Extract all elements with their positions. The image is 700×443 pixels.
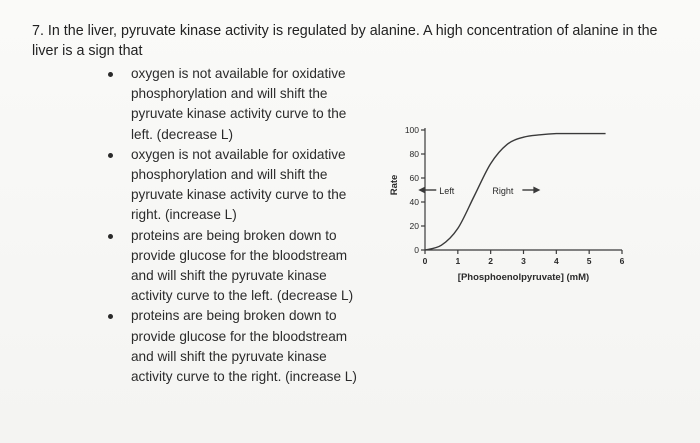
y-tick-label: 100 (404, 125, 419, 135)
y-tick-label: 80 (409, 149, 419, 159)
annotation-label: Right (492, 186, 514, 196)
x-tick-label: 2 (488, 256, 494, 266)
answer-option-text: proteins are being broken down to provide glucose for the bloodstream and will shift the pyruvate kinase activity curve to the left. (decrease L) (131, 227, 354, 304)
answer-option-text: oxygen is not available for oxidative phosphorylation and will shift the pyruvate kinase activity curve to the right. (increase L) (131, 146, 347, 223)
x-tick-label: 0 (422, 256, 428, 266)
left-arrowhead-icon (418, 187, 425, 194)
answer-option[interactable] (108, 226, 378, 307)
y-tick-label: 0 (414, 245, 419, 255)
bullet-icon (108, 234, 113, 239)
answer-options (108, 64, 378, 387)
question-text: 7. In the liver, pyruvate kinase activity is regulated by alanine. A high concentration of alanine in the liver is a sign that (32, 23, 658, 59)
x-tick-label: 5 (586, 256, 592, 266)
x-tick-label: 6 (619, 256, 625, 266)
y-axis-title: Rate (389, 174, 400, 196)
answer-option[interactable] (108, 306, 378, 387)
answer-option-text: oxygen is not available for oxidative phosphorylation and will shift the pyruvate kinase activity curve to the left. (decrease L) (131, 66, 347, 142)
answer-option-text: proteins are being broken down to provide glucose for the bloodstream and will shift the pyruvate kinase activity curve to the right. (increase L) (131, 308, 357, 385)
kinase-activity-chart (380, 110, 650, 295)
x-tick-label: 1 (455, 256, 461, 266)
bullet-icon (108, 314, 113, 319)
answer-option[interactable] (108, 64, 378, 145)
y-tick-label: 20 (409, 221, 419, 231)
y-tick-label: 40 (409, 197, 419, 207)
annotation-label: Left (439, 186, 455, 196)
answer-option[interactable] (108, 145, 378, 226)
right-arrowhead-icon (533, 187, 540, 194)
y-tick-label: 60 (409, 173, 419, 183)
bullet-icon (108, 153, 113, 158)
x-tick-label: 3 (521, 256, 526, 266)
bullet-icon (108, 72, 113, 77)
x-tick-label: 4 (553, 256, 559, 266)
x-axis-title: [Phosphoenolpyruvate] (mM) (457, 272, 590, 283)
